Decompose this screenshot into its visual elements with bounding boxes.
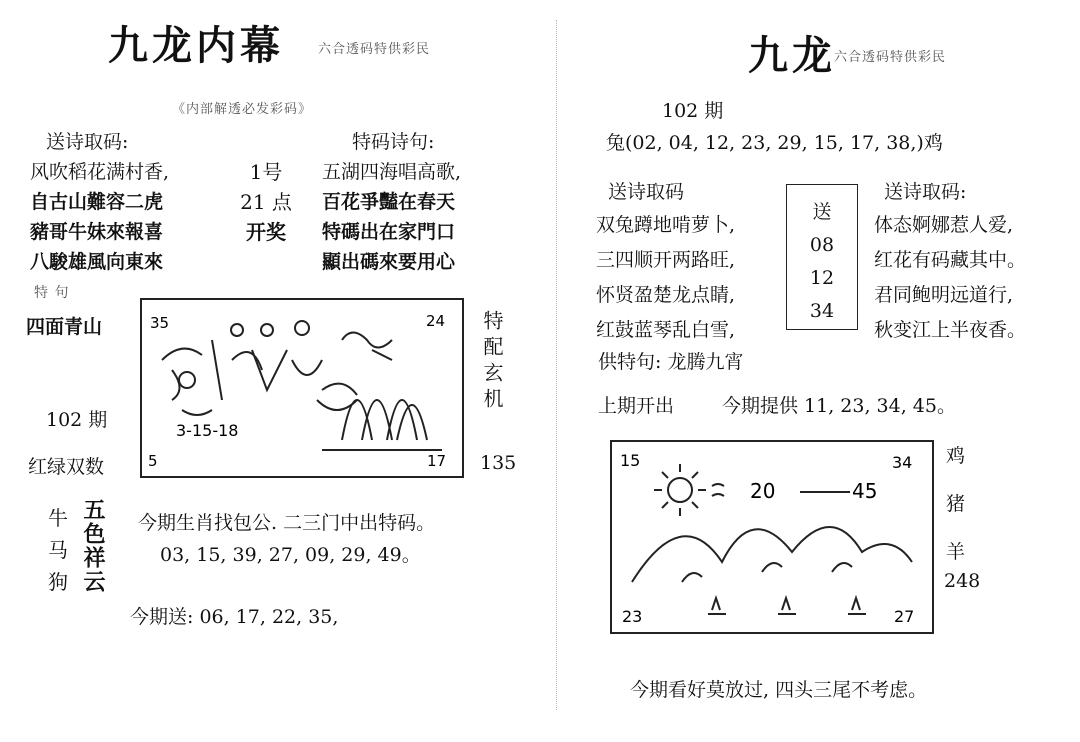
box-item: 08 bbox=[809, 234, 835, 256]
draw-label: 开奖 bbox=[246, 220, 286, 244]
right-send-poem-label-right: 送诗取码: bbox=[884, 181, 967, 203]
left-line2: 03, 15, 39, 27, 09, 29, 49。 bbox=[160, 544, 421, 566]
left-color-note: 红绿双数 bbox=[28, 456, 105, 478]
left-center-info bbox=[236, 157, 296, 247]
left-zodiac-col bbox=[48, 502, 68, 598]
left-subtitle: 六合透码特供彩民 bbox=[318, 42, 431, 57]
right-bottom-line: 今期看好莫放过, 四头三尾不考虑。 bbox=[630, 679, 928, 701]
draw-number: 1号 bbox=[249, 160, 283, 184]
left-side-number: 135 bbox=[480, 452, 517, 474]
right-title: 九龙 bbox=[748, 32, 836, 79]
left-special-poem-label: 特码诗句: bbox=[352, 131, 435, 153]
left-line1: 今期生肖找包公. 二三门中出特码。 bbox=[138, 512, 436, 534]
left-poem-left bbox=[30, 157, 169, 277]
poem-line: 自古山難容二虎 bbox=[30, 191, 164, 213]
poem-line: 君同鲍明远道行, bbox=[874, 284, 1014, 306]
poem-line: 红花有码藏其中。 bbox=[874, 249, 1027, 271]
zodiac-item: 猪 bbox=[946, 493, 966, 515]
poem-line: 五湖四海唱高歌, bbox=[322, 161, 462, 183]
box-item: 12 bbox=[809, 267, 835, 289]
poem-line: 双兔蹲地啃萝卜, bbox=[596, 214, 736, 236]
right-side-zodiac bbox=[946, 432, 965, 576]
left-poem-right bbox=[322, 157, 461, 277]
draw-time: 21 点 bbox=[240, 190, 292, 214]
pic-label: 5 bbox=[148, 452, 158, 470]
left-issue: 102 期 bbox=[46, 409, 108, 431]
box-item: 34 bbox=[809, 300, 835, 322]
right-provide: 今期提供 11, 23, 34, 45。 bbox=[722, 395, 956, 417]
left-hand-drawing bbox=[142, 300, 460, 474]
poem-line: 三四顺开两路旺, bbox=[596, 249, 736, 271]
poem-line: 八駿雄風向東來 bbox=[30, 251, 164, 273]
pic-label: 35 bbox=[150, 314, 170, 332]
right-issue: 102 期 bbox=[662, 100, 724, 122]
right-poem-right bbox=[874, 208, 1026, 348]
page-divider bbox=[556, 20, 557, 710]
poem-line: 特碼出在家門口 bbox=[322, 221, 456, 243]
right-send-poem-label-left: 送诗取码 bbox=[608, 181, 685, 203]
left-five-color: 五色祥云 bbox=[80, 498, 106, 594]
right-poem-left bbox=[596, 208, 735, 348]
poem-line: 风吹稻花满村香, bbox=[30, 161, 170, 183]
pic-label: 34 bbox=[892, 453, 913, 472]
poem-line: 红鼓蓝琴乱白雪, bbox=[596, 319, 736, 341]
pic-label: 23 bbox=[622, 607, 643, 626]
zodiac-item: 牛 bbox=[48, 506, 68, 530]
left-special-phrase: 四面青山 bbox=[26, 316, 103, 338]
left-send-poem-label: 送诗取码: bbox=[46, 131, 129, 153]
left-quote: 《内部解透必发彩码》 bbox=[172, 102, 313, 117]
zodiac-item: 鸡 bbox=[946, 445, 966, 467]
right-numbers-line: 兔(02, 04, 12, 23, 29, 15, 17, 38,)鸡 bbox=[606, 132, 943, 154]
left-send-line: 今期送: 06, 17, 22, 35, bbox=[130, 606, 339, 628]
zodiac-item: 狗 bbox=[48, 570, 68, 594]
box-item: 送 bbox=[812, 201, 832, 223]
pic-label: 3-15-18 bbox=[176, 421, 239, 440]
zodiac-item: 羊 bbox=[946, 541, 966, 563]
pic-label: 24 bbox=[426, 312, 446, 330]
poem-line: 秋变江上半夜香。 bbox=[874, 319, 1027, 341]
right-send-box-content bbox=[786, 196, 858, 328]
poem-line: 豬哥牛妹來報喜 bbox=[30, 221, 164, 243]
pic-label: 20 bbox=[750, 479, 776, 503]
right-side-number: 248 bbox=[944, 570, 981, 592]
poem-line: 百花爭豔在春天 bbox=[322, 191, 456, 213]
poem-line: 体态婀娜惹人爱, bbox=[874, 214, 1014, 236]
poem-line: 怀贤盈楚龙点睛, bbox=[596, 284, 736, 306]
pic-label: 27 bbox=[894, 607, 915, 626]
pic-label: 45 bbox=[852, 479, 878, 503]
left-title: 九龙内幕 bbox=[108, 22, 284, 69]
right-last-open: 上期开出 bbox=[598, 395, 675, 417]
pic-label: 15 bbox=[620, 451, 641, 470]
right-subtitle: 六合透码特供彩民 bbox=[834, 50, 947, 65]
right-hand-drawing bbox=[612, 442, 930, 630]
poem-line: 顯出碼來要用心 bbox=[322, 251, 456, 273]
left-side-text: 特配玄机 bbox=[480, 310, 504, 414]
right-special-line: 供特句: 龙腾九宵 bbox=[598, 351, 744, 373]
pic-label: 17 bbox=[427, 452, 447, 470]
left-special-phrase-label: 特 句 bbox=[34, 285, 70, 301]
zodiac-item: 马 bbox=[48, 538, 68, 562]
